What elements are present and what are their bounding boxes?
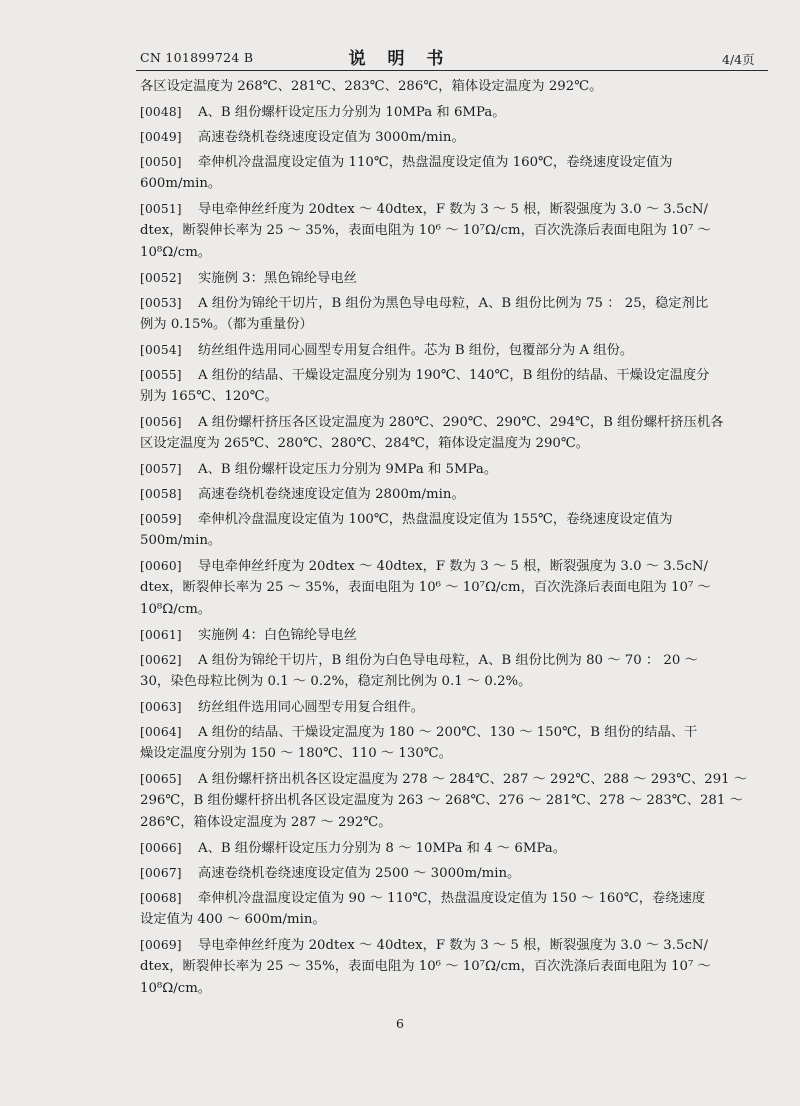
continuation-line [140, 386, 768, 408]
paragraph-number: [0060] [140, 559, 182, 573]
continuation-line [140, 812, 768, 834]
line-text: A 组份的结晶、干燥设定温度分别为 190℃、140℃，B 组份的结晶、干燥设定温度分 [198, 368, 710, 383]
document-title: 说 明 书 [348, 49, 452, 69]
paragraph-number: [0066] [140, 841, 182, 855]
line-text: 高速卷绕机卷绕速度设定值为 2500 ～ 3000m/min。 [198, 866, 521, 881]
paragraph-line [140, 483, 768, 505]
continuation-line [140, 220, 768, 242]
continuation-line [140, 956, 768, 978]
paragraph-line [140, 339, 768, 361]
paragraph-number: [0061] [140, 628, 182, 642]
paragraph-number: [0065] [140, 772, 182, 786]
line-text: 别为 165℃、120℃。 [140, 389, 278, 404]
paragraph-number: [0067] [140, 866, 182, 880]
line-text: 10⁸Ω/cm。 [140, 981, 212, 996]
paragraph-line [140, 151, 768, 173]
line-text: A、B 组份螺杆设定压力分别为 10MPa 和 6MPa。 [198, 105, 506, 120]
line-text: 区设定温度为 265℃、280℃、280℃、284℃，箱体设定温度为 290℃。 [140, 436, 590, 451]
line-text: 纺丝组件选用同心圆型专用复合组件。芯为 B 组份，包覆部分为 A 组份。 [198, 343, 634, 358]
paragraph-line [140, 411, 768, 433]
paragraph-number: [0051] [140, 202, 182, 216]
line-text: 高速卷绕机卷绕速度设定值为 2800m/min。 [198, 487, 465, 502]
paragraph-line [140, 508, 768, 530]
line-text: 30，染色母粒比例为 0.1 ～ 0.2%，稳定剂比例为 0.1 ～ 0.2%。 [140, 674, 532, 689]
line-text: 296℃，B 组份螺杆挤出机各区设定温度为 263 ～ 268℃、276 ～ 281℃、278 ～ 283℃、281 ～ [140, 793, 743, 808]
line-text: 导电牵伸丝纤度为 20dtex ～ 40dtex，F 数为 3 ～ 5 根，断裂强度为 3.0 ～ 3.5cN/ [198, 202, 709, 217]
paragraph-number: [0064] [140, 725, 182, 739]
continuation-line [140, 242, 768, 264]
paragraph-number: [0049] [140, 130, 182, 144]
paragraph-line [140, 837, 768, 859]
line-text: A 组份的结晶、干燥设定温度为 180 ～ 200℃、130 ～ 150℃，B 组份的结晶、干 [198, 725, 698, 740]
paragraph-line [140, 721, 768, 743]
page-number: 6 [396, 1016, 404, 1031]
paragraph-number: [0054] [140, 343, 182, 357]
line-text: 牵伸机冷盘温度设定值为 100℃，热盘温度设定值为 155℃，卷绕速度设定值为 [198, 512, 673, 527]
continuation-line [140, 314, 768, 336]
line-text: 10⁸Ω/cm。 [140, 245, 212, 260]
paragraph-line [140, 649, 768, 671]
continuation-line [140, 978, 768, 1000]
paragraph-number: [0059] [140, 512, 182, 526]
paragraph-line [140, 887, 768, 909]
line-text: 燥设定温度分别为 150 ～ 180℃、110 ～ 130℃。 [140, 746, 452, 761]
line-text: dtex，断裂伸长率为 25 ～ 35%，表面电阻为 10⁶ ～ 10⁷Ω/cm，百次洗涤后表面电阻为 10⁷ ～ [140, 223, 711, 238]
continuation-line [140, 909, 768, 931]
line-text: 导电牵伸丝纤度为 20dtex ～ 40dtex，F 数为 3 ～ 5 根，断裂强度为 3.0 ～ 3.5cN/ [198, 559, 709, 574]
line-text: 牵伸机冷盘温度设定值为 90 ～ 110℃，热盘温度设定值为 150 ～ 160℃，卷绕速度 [198, 891, 706, 906]
paragraph-number: [0068] [140, 891, 182, 905]
line-text: 纺丝组件选用同心圆型专用复合组件。 [198, 700, 425, 715]
document-body [140, 76, 768, 1000]
paragraph-number: [0058] [140, 487, 182, 501]
paragraph-number: [0050] [140, 155, 182, 169]
continuation-line [140, 433, 768, 455]
paragraph-number: [0057] [140, 462, 182, 476]
continuation-line [140, 671, 768, 693]
paragraph-line [140, 934, 768, 956]
paragraph-number: [0062] [140, 653, 182, 667]
paragraph-line [140, 101, 768, 123]
paragraph-line [140, 768, 768, 790]
continuation-line [140, 599, 768, 621]
continuation-line [140, 743, 768, 765]
paragraph-line [140, 862, 768, 884]
line-text: A 组份螺杆挤出机各区设定温度为 278 ～ 284℃、287 ～ 292℃、288 ～ 293℃、291 ～ [198, 772, 748, 787]
line-text: 高速卷绕机卷绕速度设定值为 3000m/min。 [198, 130, 465, 145]
paragraph-line [140, 267, 768, 289]
paragraph-number: [0052] [140, 271, 182, 285]
continuation-line [140, 76, 768, 98]
paragraph-line [140, 198, 768, 220]
continuation-line [140, 790, 768, 812]
line-text: A、B 组份螺杆设定压力分别为 8 ～ 10MPa 和 4 ～ 6MPa。 [198, 841, 567, 856]
line-text: 牵伸机冷盘温度设定值为 110℃，热盘温度设定值为 160℃，卷绕速度设定值为 [198, 155, 673, 170]
line-text: A、B 组份螺杆设定压力分别为 9MPa 和 5MPa。 [198, 462, 498, 477]
line-text: 各区设定温度为 268℃、281℃、283℃、286℃，箱体设定温度为 292℃。 [140, 79, 603, 94]
line-text: 设定值为 400 ～ 600m/min。 [140, 912, 326, 927]
line-text: 10⁸Ω/cm。 [140, 602, 212, 617]
line-text: dtex，断裂伸长率为 25 ～ 35%，表面电阻为 10⁶ ～ 10⁷Ω/cm，百次洗涤后表面电阻为 10⁷ ～ [140, 580, 711, 595]
line-text: 导电牵伸丝纤度为 20dtex ～ 40dtex，F 数为 3 ～ 5 根，断裂强度为 3.0 ～ 3.5cN/ [198, 938, 709, 953]
paragraph-line [140, 364, 768, 386]
page-indicator: 4/4页 [722, 52, 755, 67]
paragraph-line [140, 555, 768, 577]
paragraph-line [140, 458, 768, 480]
line-text: dtex，断裂伸长率为 25 ～ 35%，表面电阻为 10⁶ ～ 10⁷Ω/cm，百次洗涤后表面电阻为 10⁷ ～ [140, 959, 711, 974]
paragraph-line [140, 126, 768, 148]
line-text: 500m/min。 [140, 533, 222, 548]
line-text: A 组份为锦纶干切片，B 组份为黑色导电母粒，A、B 组份比例为 75 ： 25，稳定剂比 [198, 296, 709, 311]
page-header [0, 44, 800, 70]
line-text: 实施例 4：白色锦纶导电丝 [198, 628, 357, 643]
line-text: A 组份为锦纶干切片，B 组份为白色导电母粒，A、B 组份比例为 80 ～ 70 ： 20 ～ [198, 653, 698, 668]
paragraph-number: [0056] [140, 415, 182, 429]
line-text: 286℃，箱体设定温度为 287 ～ 292℃。 [140, 815, 392, 830]
paragraph-number: [0053] [140, 296, 182, 310]
continuation-line [140, 577, 768, 599]
line-text: 600m/min。 [140, 176, 222, 191]
paragraph-line [140, 292, 768, 314]
paragraph-line [140, 624, 768, 646]
continuation-line [140, 530, 768, 552]
line-text: 例为 0.15%。（都为重量份） [140, 317, 313, 332]
paragraph-number: [0069] [140, 938, 182, 952]
header-divider [136, 70, 768, 71]
continuation-line [140, 173, 768, 195]
patent-number: CN 101899724 B [140, 50, 254, 65]
paragraph-number: [0048] [140, 105, 182, 119]
paragraph-number: [0055] [140, 368, 182, 382]
paragraph-number: [0063] [140, 700, 182, 714]
line-text: 实施例 3：黑色锦纶导电丝 [198, 271, 357, 286]
paragraph-line [140, 696, 768, 718]
line-text: A 组份螺杆挤压各区设定温度为 280℃、290℃、290℃、294℃，B 组份螺杆挤压机各 [198, 415, 724, 430]
